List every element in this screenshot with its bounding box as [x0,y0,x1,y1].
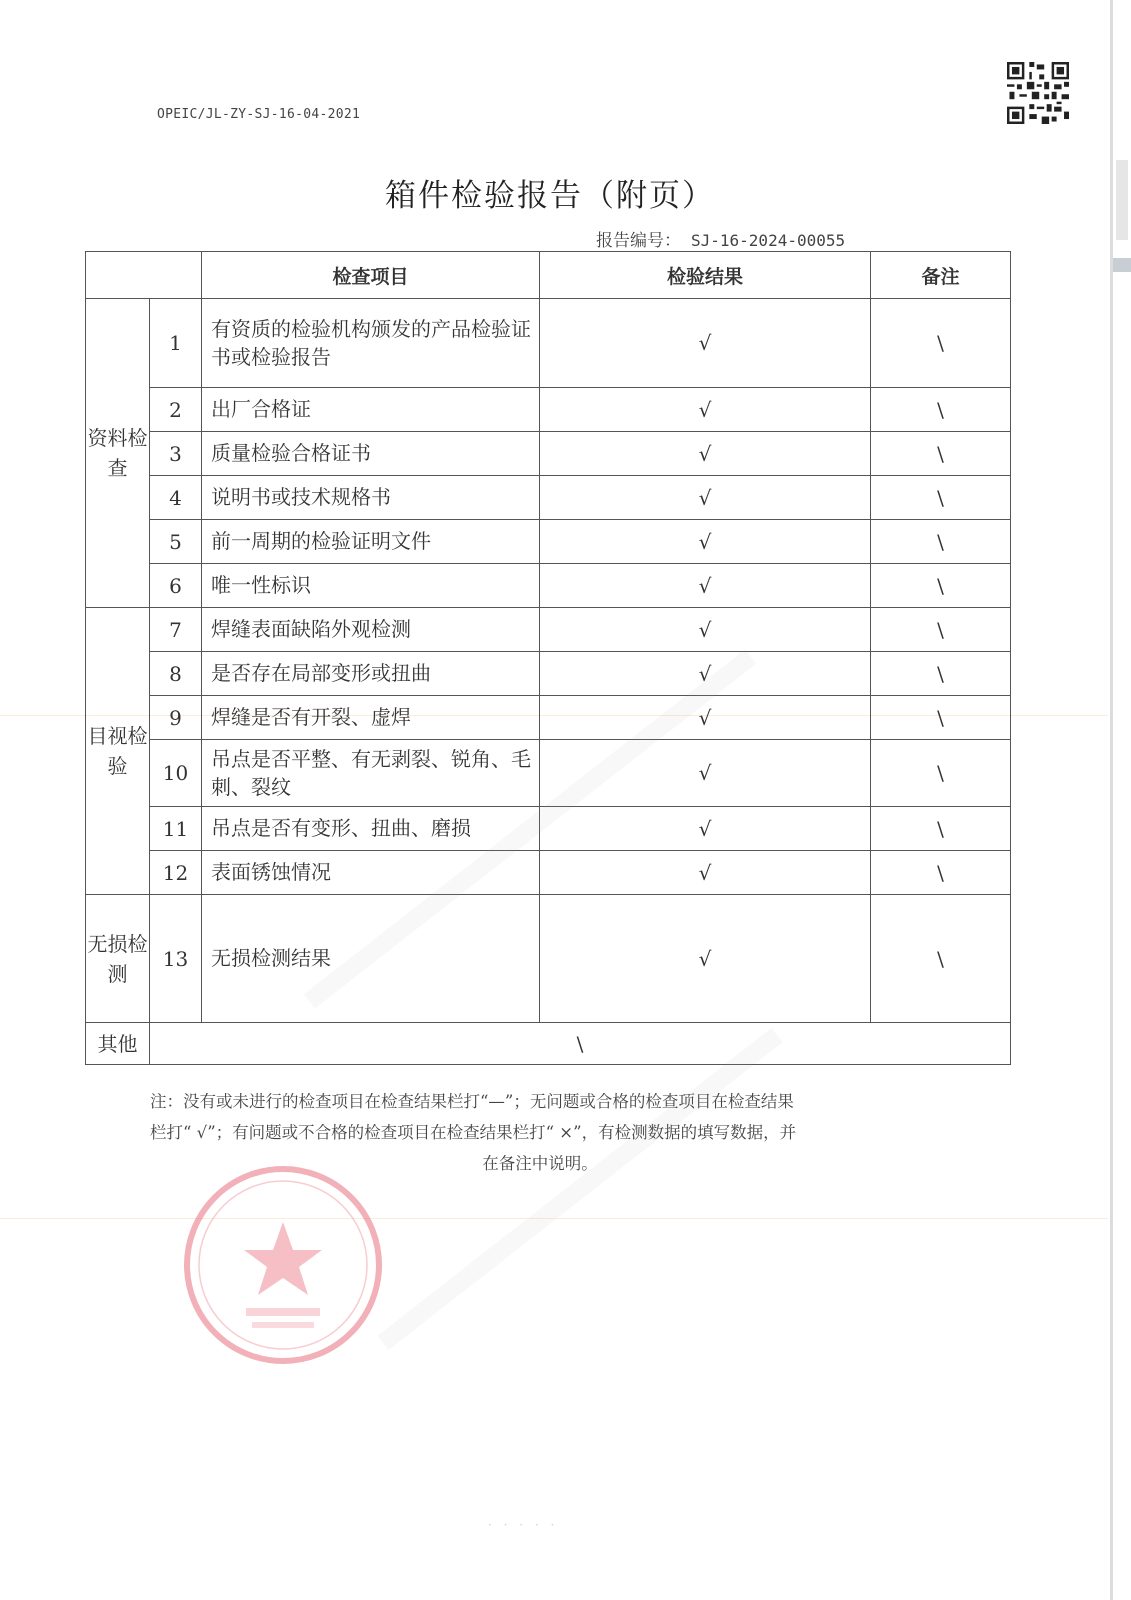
report-number-label: 报告编号： [596,231,681,251]
category-label: 资料检查 [86,299,150,608]
row-result: √ [540,851,871,895]
row-remark: \ [871,740,1011,807]
row-number: 10 [150,740,202,807]
row-number: 5 [150,520,202,564]
row-item: 吊点是否有变形、扭曲、磨损 [202,807,540,851]
table-header-row [86,252,1011,299]
row-number: 4 [150,476,202,520]
category-label: 目视检验 [86,608,150,895]
row-remark: \ [871,895,1011,1023]
footnote-line: 栏打“ √”；有问题或不合格的检查项目在检查结果栏打“ ×”，有检测数据的填写数据，并 [150,1123,797,1142]
row-remark: \ [871,608,1011,652]
row-remark: \ [871,476,1011,520]
row-result: √ [540,652,871,696]
row-item: 出厂合格证 [202,388,540,432]
table-row [86,388,1011,432]
row-item: 无损检测结果 [202,895,540,1023]
row-item: 焊缝是否有开裂、虚焊 [202,696,540,740]
footnote-line: 注：没有或未进行的检查项目在检查结果栏打“—”；无问题或合格的检查项目在检查结果 [150,1092,794,1111]
table-row [86,564,1011,608]
row-remark: \ [871,652,1011,696]
other-value: \ [150,1023,1011,1065]
category-label: 无损检测 [86,895,150,1023]
header-result: 检验结果 [540,252,871,299]
row-remark: \ [871,807,1011,851]
row-number: 3 [150,432,202,476]
table-row [86,432,1011,476]
official-seal-stamp [178,1160,388,1370]
row-number: 7 [150,608,202,652]
table-row [86,652,1011,696]
inspection-table [85,251,1011,1065]
watermark [253,120,274,144]
row-item: 质量检验合格证书 [202,432,540,476]
row-remark: \ [871,432,1011,476]
row-result: √ [540,895,871,1023]
row-result: √ [540,388,871,432]
row-result: √ [540,476,871,520]
row-result: √ [540,564,871,608]
table-row [86,608,1011,652]
scan-edge [1110,0,1113,1600]
row-number: 9 [150,696,202,740]
row-item: 是否存在局部变形或扭曲 [202,652,540,696]
row-item: 唯一性标识 [202,564,540,608]
row-number: 13 [150,895,202,1023]
report-number [596,226,845,251]
row-result: √ [540,807,871,851]
header-remark: 备注 [871,252,1011,299]
row-item: 吊点是否平整、有无剥裂、锐角、毛刺、裂纹 [202,740,540,807]
row-number: 12 [150,851,202,895]
row-result: √ [540,696,871,740]
table-row [86,476,1011,520]
row-remark: \ [871,851,1011,895]
table-row [86,740,1011,807]
row-result: √ [540,299,871,388]
other-label: 其他 [86,1023,150,1065]
row-remark: \ [871,696,1011,740]
row-remark: \ [871,564,1011,608]
row-result: √ [540,520,871,564]
row-number: 6 [150,564,202,608]
row-item: 说明书或技术规格书 [202,476,540,520]
row-result: √ [540,608,871,652]
scan-edge-mark [1113,258,1131,272]
row-remark: \ [871,299,1011,388]
table-row [86,299,1011,388]
scan-edge-mark [1116,160,1128,240]
watermark [377,1028,782,1350]
table-row [86,895,1011,1023]
row-number: 11 [150,807,202,851]
row-item: 前一周期的检验证明文件 [202,520,540,564]
row-result: √ [540,740,871,807]
page-title: 箱件检验报告（附页） [385,178,715,214]
row-item: 表面锈蚀情况 [202,851,540,895]
report-number-value: SJ-16-2024-00055 [691,231,846,250]
row-number: 8 [150,652,202,696]
header-blank [86,252,202,299]
row-result: √ [540,432,871,476]
document-code: OPEIC/JL-ZY-SJ-16-04-2021 [157,107,361,122]
footnote-line: 在备注中说明。 [482,1154,598,1173]
row-item: 有资质的检验机构颁发的产品检验证书或检验报告 [202,299,540,388]
table-row [86,696,1011,740]
qr-code-icon [1007,62,1069,124]
row-remark: \ [871,388,1011,432]
row-remark: \ [871,520,1011,564]
table-row-other [86,1023,1011,1065]
page-footer-mark: · · · · · [488,1518,559,1532]
row-number: 2 [150,388,202,432]
row-number: 1 [150,299,202,388]
row-item: 焊缝表面缺陷外观检测 [202,608,540,652]
header-item: 检查项目 [202,252,540,299]
table-row [86,520,1011,564]
table-row [86,851,1011,895]
